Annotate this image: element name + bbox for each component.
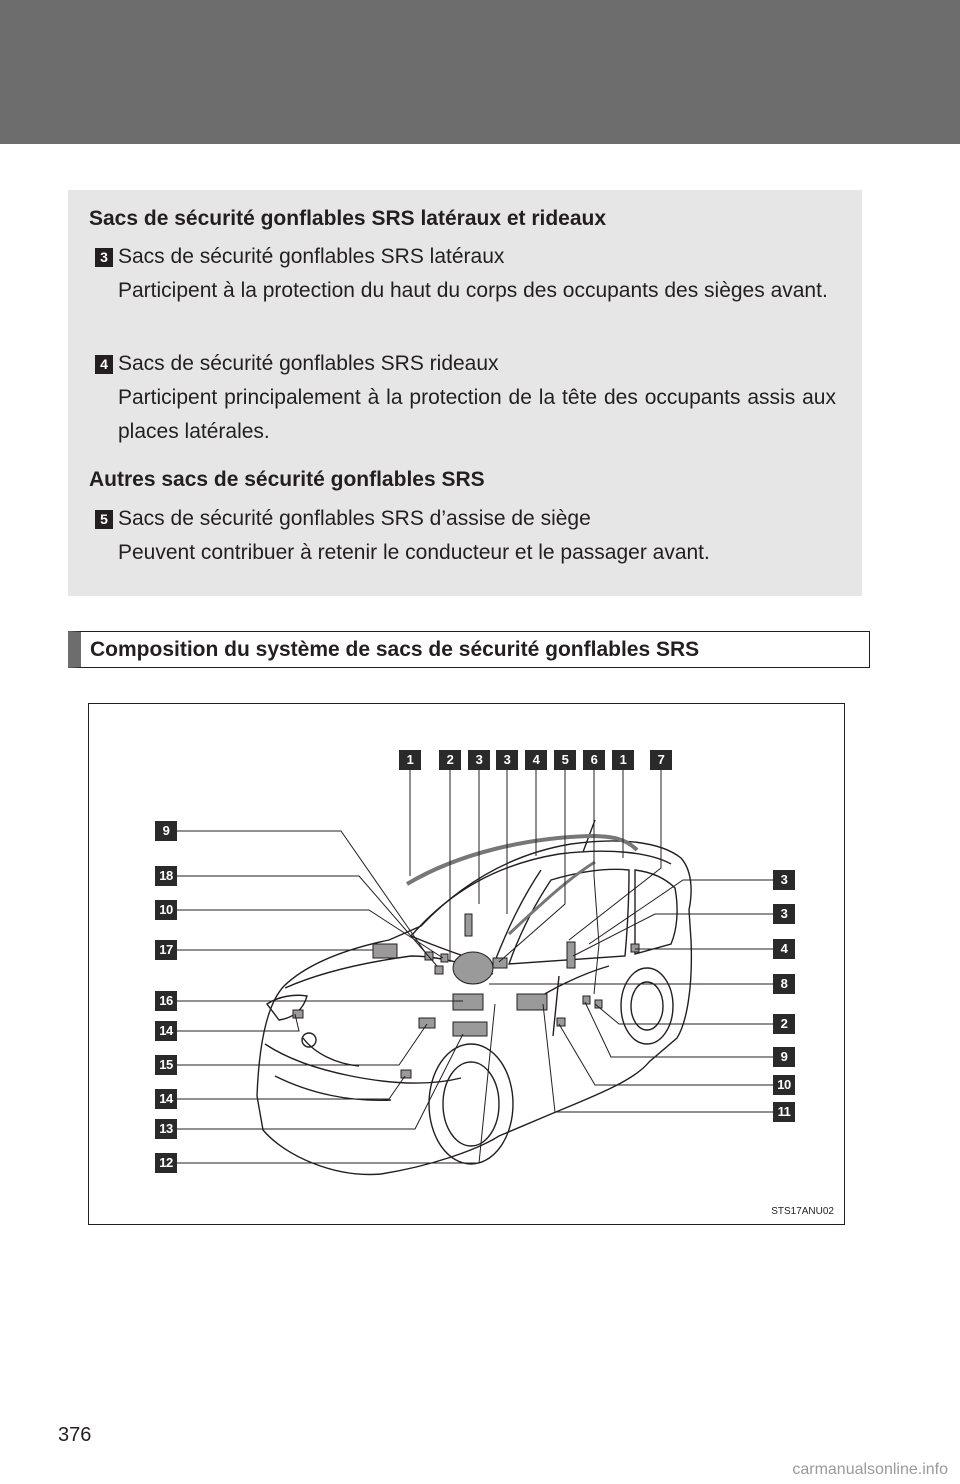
label-tag: 10	[773, 1075, 795, 1095]
entry-side-airbags	[95, 240, 836, 342]
label-tag: 11	[773, 1102, 795, 1122]
entry-description: Peuvent contribuer à retenir le conducteur et le passager avant.	[118, 541, 710, 564]
label-tag: 18	[155, 866, 177, 886]
label-tag: 2	[773, 1014, 795, 1034]
label-tag: 10	[155, 900, 177, 920]
label-tag: 13	[155, 1119, 177, 1139]
label-tag: 3	[773, 870, 795, 890]
entry-curtain-airbags	[95, 347, 836, 449]
label-tag: 3	[468, 750, 490, 770]
entry-description: Participent principalement à la protection de la tête des occupants assis aux places latérales.	[118, 386, 836, 443]
heading-other-airbags: Autres sacs de sécurité gonflables SRS	[89, 468, 485, 491]
label-tag: 6	[583, 750, 605, 770]
section-title: Composition du système de sacs de sécurité gonflables SRS	[68, 631, 870, 668]
label-tag: 7	[650, 750, 672, 770]
number-badge: 3	[95, 248, 113, 267]
label-tag: 14	[155, 1021, 177, 1041]
figure-code: STS17ANU02	[771, 1206, 834, 1217]
label-tag: 4	[773, 939, 795, 959]
label-tag: 1	[399, 750, 421, 770]
entry-title: Sacs de sécurité gonflables SRS d’assise de siège	[118, 507, 591, 530]
airbag-diagram	[88, 703, 845, 1225]
label-tag: 14	[155, 1089, 177, 1109]
page-number: 376	[58, 1424, 92, 1446]
label-tag: 9	[773, 1047, 795, 1067]
label-tag: 16	[155, 991, 177, 1011]
watermark-link[interactable]: carmanualsonline.info	[792, 1461, 948, 1478]
heading-side-curtain: Sacs de sécurité gonflables SRS latéraux et rideaux	[89, 207, 607, 230]
label-tag: 3	[773, 904, 795, 924]
label-tag: 8	[773, 974, 795, 994]
entry-title: Sacs de sécurité gonflables SRS rideaux	[118, 352, 499, 375]
label-tag: 5	[554, 750, 576, 770]
header-band	[0, 0, 960, 144]
label-tag: 1	[612, 750, 634, 770]
label-tag: 3	[496, 750, 518, 770]
entry-title: Sacs de sécurité gonflables SRS latéraux	[118, 245, 505, 268]
label-tag: 2	[439, 750, 461, 770]
entry-seat-cushion-airbags	[95, 502, 836, 570]
label-tag: 4	[525, 750, 547, 770]
number-badge: 4	[95, 355, 113, 374]
car-illustration	[89, 704, 846, 1226]
label-tag: 9	[155, 821, 177, 841]
entry-description: Participent à la protection du haut du corps des occupants des sièges avant.	[118, 279, 828, 302]
number-badge: 5	[95, 510, 113, 529]
label-tag: 12	[155, 1153, 177, 1173]
label-tag: 15	[155, 1055, 177, 1075]
label-tag: 17	[155, 940, 177, 960]
